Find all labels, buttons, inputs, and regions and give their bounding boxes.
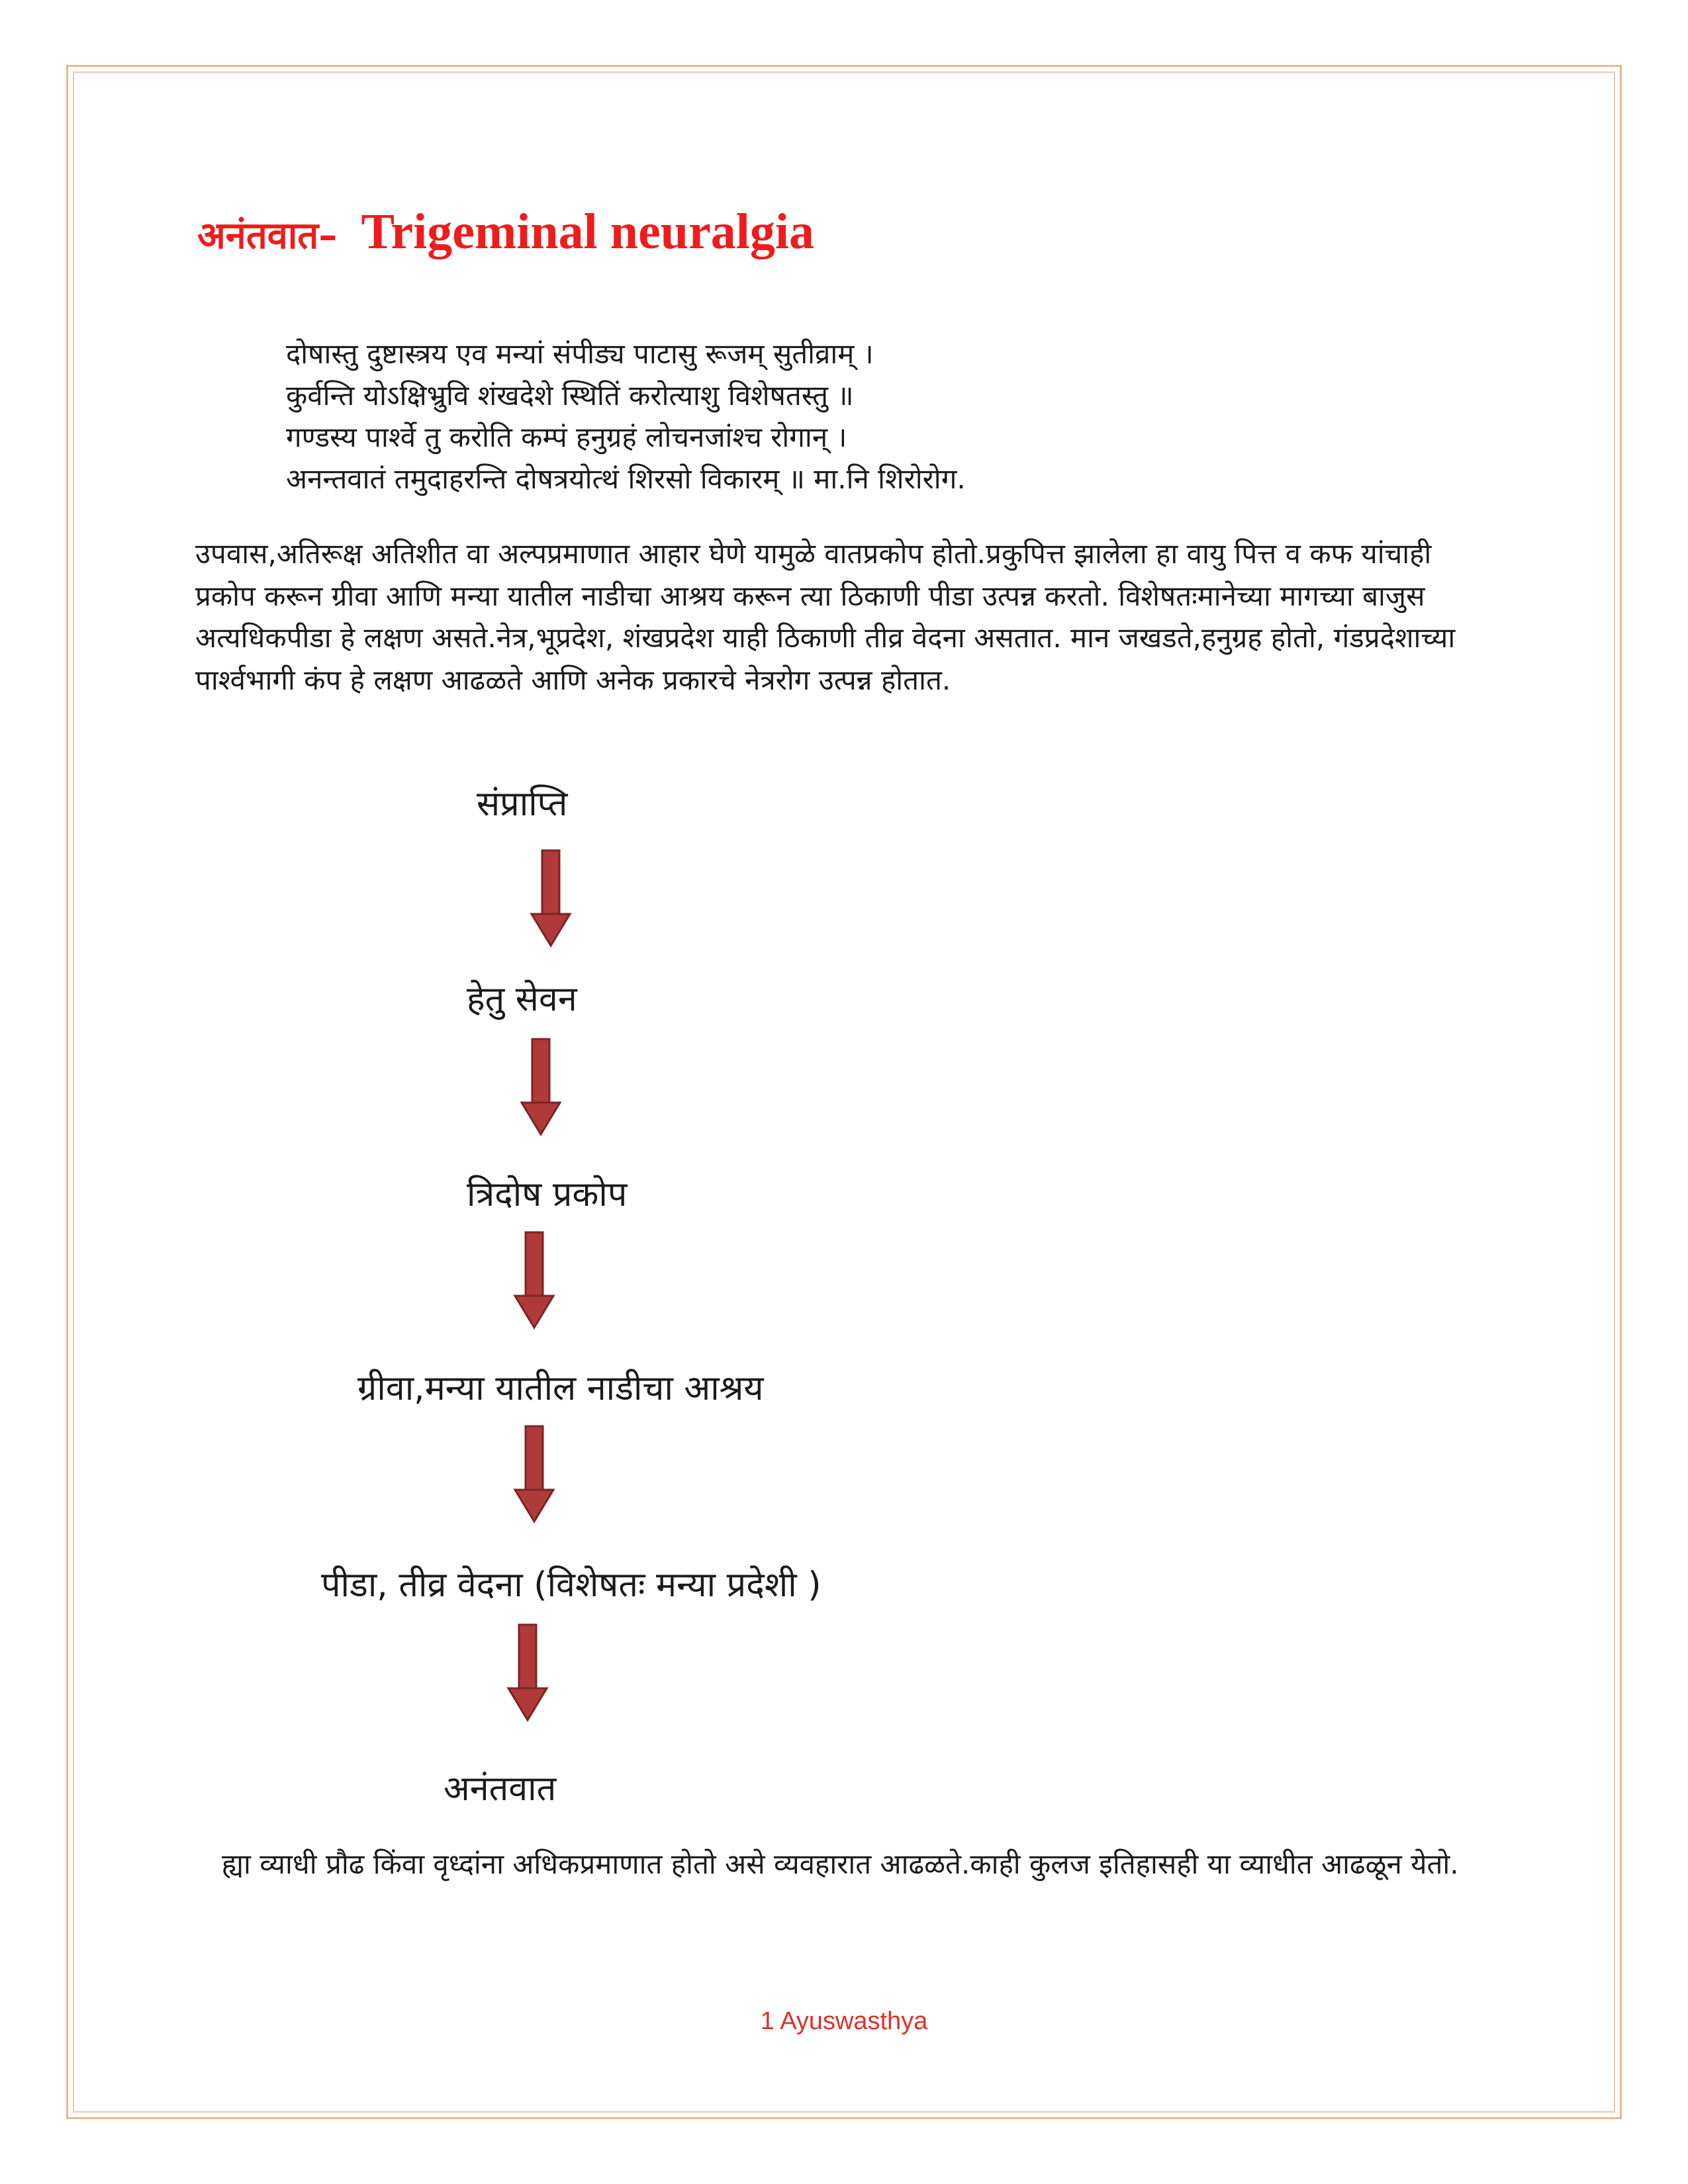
down-arrow-icon [520,1038,562,1137]
page-title [197,192,814,285]
title-english: Trigeminal neuralgia [361,204,815,259]
flow-step-samprapti: संप्राप्ति [477,784,568,824]
verse-line: अनन्तवातं तमुदाहरन्ति दोषत्रयोत्थं शिरसो विकारम् ॥ मा.नि शिरोरोग. [286,463,966,495]
down-arrow-icon [513,1425,555,1524]
down-arrow-icon [513,1231,555,1330]
flow-step-tridosh-prakop: त्रिदोष प्रकोप [467,1175,628,1214]
closing-note: ह्या व्याधी प्रौढ किंवा वृध्दांना अधिकप्रमाणात होतो असे व्यवहारात आढळते.काही कुलज इतिहासही या व्याधीत आढळून येतो. [222,1848,1459,1880]
verse-line: कुर्वन्ति योऽक्षिभ्रुवि शंखदेशे स्थितिं करोत्याशु विशेषतस्तु ॥ [286,379,854,412]
page-footer: 1 Ayuswasthya [760,2007,928,2035]
down-arrow-icon [506,1623,549,1723]
flow-step-nadi-ashray: ग्रीवा,मन्या यातील नाडीचा आश्रय [357,1369,764,1408]
down-arrow-icon [530,849,572,948]
verse-line: गण्डस्य पार्श्वे तु करोति कम्पं हनुग्रहं लोचनजांश्च रोगान् । [286,421,847,453]
sanskrit-verse [286,333,966,500]
verse-line: दोषास्तु दुष्टास्त्रय एव मन्यां संपीड्य पाटासु रूजम् सुतीव्राम् । [286,338,874,370]
flow-step-anantvat: अनंतवात [444,1769,557,1809]
description-paragraph: उपवास,अतिरूक्ष अतिशीत वा अल्पप्रमाणात आहार घेणे यामुळे वातप्रकोप होतो.प्रकुपित्त झालेला हा वायु पित्त व कफ यांचाही प्रकोप करून ग्रीवा आणि मन्या यातील नाडीचा आश्रय करून त्या ठिकाणी पीडा उत्पन्न करतो. विशेषतःमानेच्या मागच्या बाजुस अत्यधिकपीडा हे लक्षण असते.नेत्र,भूप्रदेश, शंखप्रदेश याही ठिकाणी तीव्र वेदना असतात. मान जखडते,हनुग्रह होतो, गंडप्रदेशाच्या पार्श्वभागी कंप हे लक्षण आढळते आणि अनेक प्रकारचे नेत्ररोग उत्पन्न होतात. [195,537,1456,696]
title-marathi: अनंतवात– [197,214,338,257]
flow-step-hetu-sevan: हेतु सेवन [467,979,577,1019]
flow-step-pida-vedana: पीडा, तीव्र वेदना (विशेषतः मन्या प्रदेशी ) [321,1565,821,1605]
